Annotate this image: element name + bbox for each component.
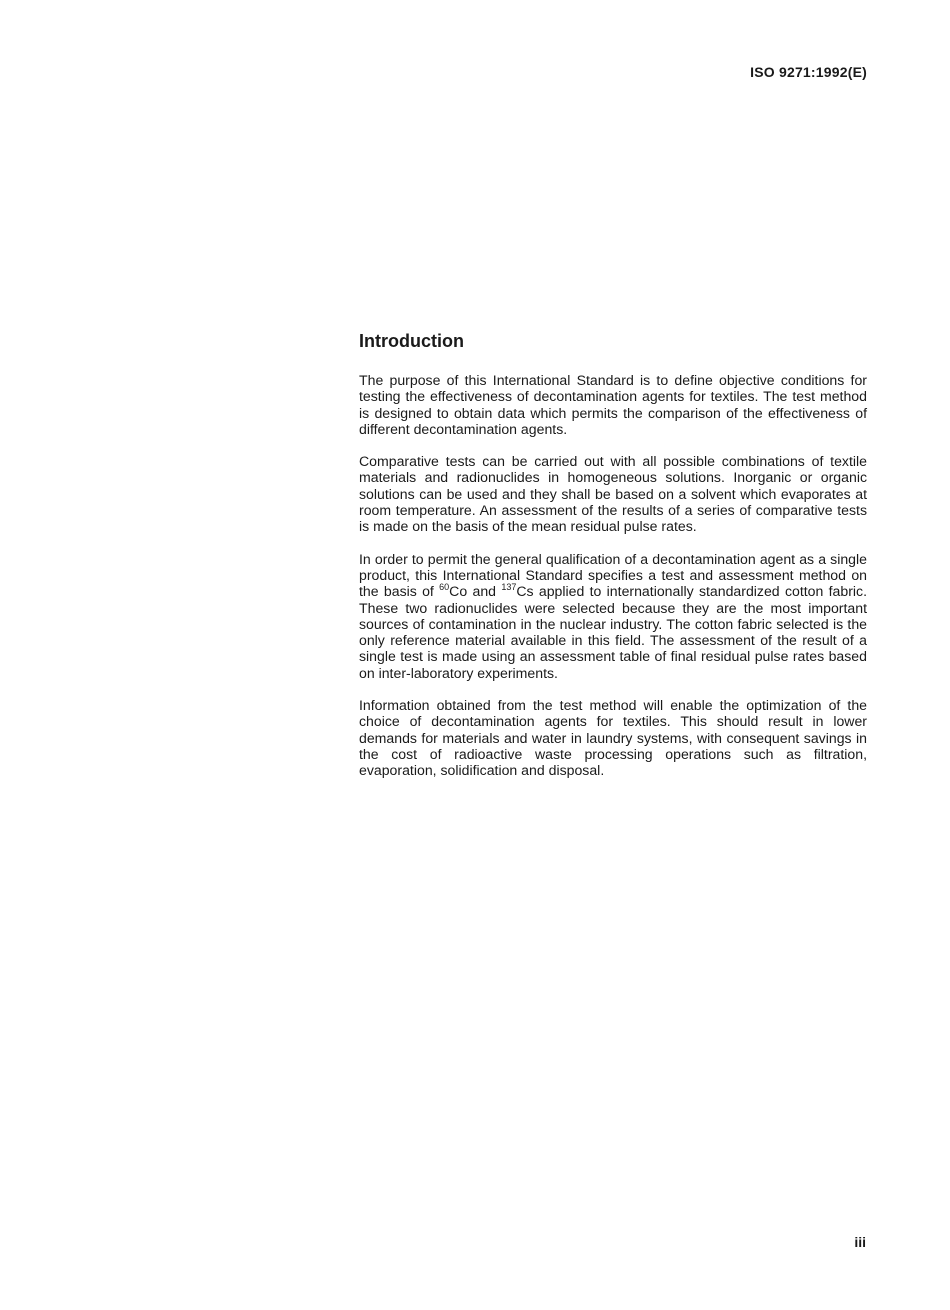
page-number: iii (854, 1234, 866, 1250)
paragraph-text: In order to permit the general qualification of a decontamination agent as a single product, this International Standard specifies a test and assessment method on the basis of (359, 550, 867, 600)
paragraph-text: Cs (516, 583, 534, 600)
document-id-header: ISO 9271:1992(E) (750, 64, 867, 80)
isotope-mass-number: 137 (501, 582, 517, 593)
paragraph-purpose: The purpose of this International Standard is to define objective conditions for testing the effectiveness of decontamination agents for textiles. The test method is designed to obtain data which permits the comparison of the effectiveness of different decontamination agents. (359, 372, 867, 437)
paragraph-text: Co and (449, 583, 502, 600)
section-title: Introduction (359, 331, 464, 351)
paragraph-text: applied to internationally standardized cotton fabric. These two radionuclides were selected because they are the most important sources of contamination in the nuclear industry. The cotton fabric selected is the only reference material available in this field. The assessment of the result of a single test is made using an assessment table of final residual pulse rates based on inter-laboratory experiments. (359, 583, 868, 681)
paragraph-optimization: Information obtained from the test method will enable the optimization of the choice of decontamination agents for textiles. This should result in lower demands for materials and water in laundry systems, with consequent savings in the cost of radioactive waste processing operations such as filtration, evaporation, solidification and disposal. (359, 697, 867, 779)
introduction-section (359, 330, 867, 795)
paragraph-comparative-tests: Comparative tests can be carried out with all possible combinations of textile materials and radionuclides in homogeneous solutions. Inorganic or organic solutions can be used and they shall be based on a solvent which evaporates at room temperature. An assessment of the results of a series of comparative tests is made on the basis of the mean residual pulse rates. (359, 453, 867, 535)
paragraph-qualification (359, 551, 867, 681)
isotope-mass-number: 60 (439, 582, 450, 593)
